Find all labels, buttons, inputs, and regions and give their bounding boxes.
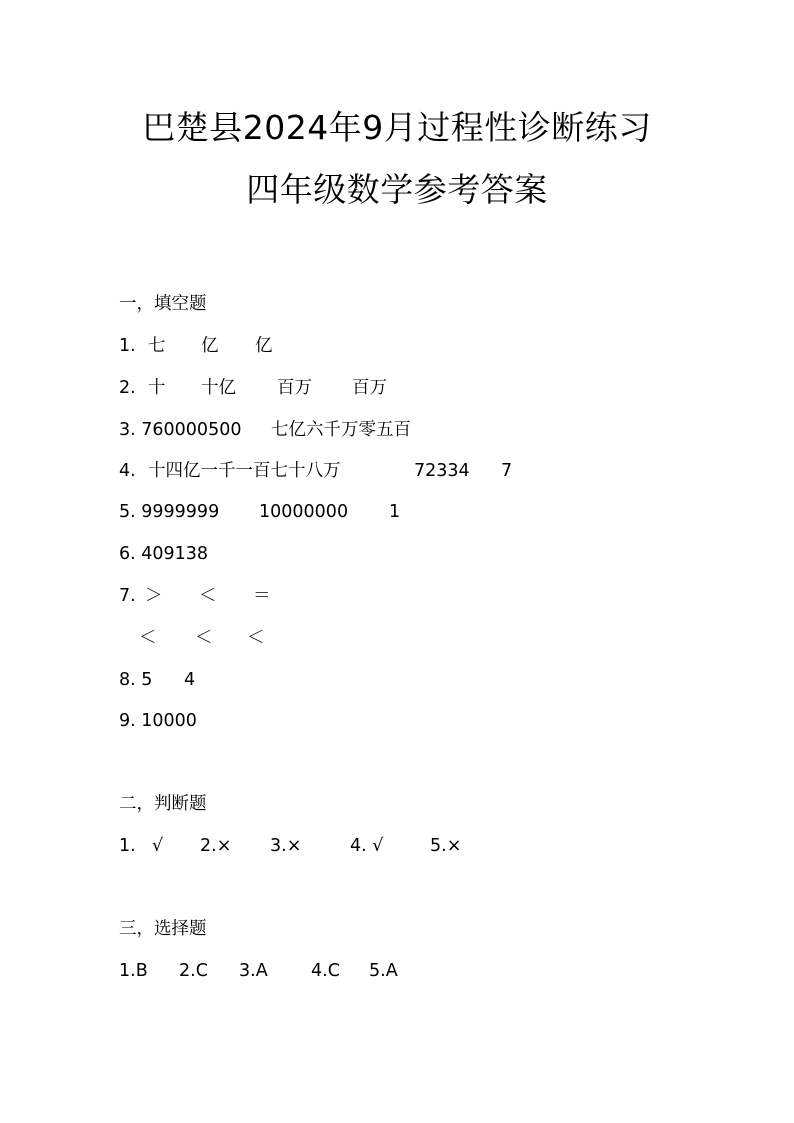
document-subtitle: 四年级数学参考答案 xyxy=(246,170,548,209)
answer-value: 8. 5 xyxy=(119,670,153,690)
answer-value: 亿 xyxy=(255,336,273,356)
answer-value: 3.A xyxy=(239,961,268,981)
answer-value: 十 xyxy=(148,378,166,398)
section-heading-fill-in: 一，填空题 xyxy=(119,294,207,314)
answer-value: 5.× xyxy=(430,836,462,856)
answer-value: 3. 760000500 xyxy=(119,420,242,440)
answer-value: ＜ xyxy=(139,628,157,648)
answer-value: ＝ xyxy=(253,586,271,606)
answer-value: 4. √ xyxy=(350,836,384,856)
answer-value: 7 xyxy=(501,461,513,481)
answer-value: 10000000 xyxy=(259,502,349,522)
answer-value: 6. 409138 xyxy=(119,544,209,564)
answer-value: 亿 xyxy=(201,336,219,356)
section-heading-multiple-choice: 三，选择题 xyxy=(119,919,207,939)
answer-value: 百万 xyxy=(352,378,387,398)
answer-value: 4 xyxy=(184,670,196,690)
document-title: 巴楚县2024年9月过程性诊断练习 xyxy=(142,108,652,147)
answer-value: 5.A xyxy=(369,961,398,981)
question-number: 2. xyxy=(119,378,136,398)
answer-value: ＜ xyxy=(195,628,213,648)
answer-value: 5. 9999999 xyxy=(119,502,220,522)
answer-value: 十四亿一千一百七十八万 xyxy=(148,461,341,481)
answer-value: 3.× xyxy=(270,836,302,856)
answer-value: ＜ xyxy=(199,586,217,606)
answer-value: ＜ xyxy=(247,628,265,648)
answer-value: √ xyxy=(152,836,164,856)
answer-value: 2.C xyxy=(179,961,208,981)
answer-value: 十亿 xyxy=(201,378,236,398)
question-number: 1. xyxy=(119,836,136,856)
answer-value: 1 xyxy=(389,502,401,522)
section-heading-true-false: 二，判断题 xyxy=(119,794,207,814)
answer-value: 七 xyxy=(148,336,166,356)
answer-value: 1.B xyxy=(119,961,148,981)
answer-value: 4.C xyxy=(311,961,340,981)
answer-value: 9. 10000 xyxy=(119,711,197,731)
question-number: 4. xyxy=(119,461,136,481)
question-number: 1. xyxy=(119,336,136,356)
answer-value: 2.× xyxy=(200,836,232,856)
answer-value: 七亿六千万零五百 xyxy=(271,420,411,440)
answer-value: 百万 xyxy=(277,378,312,398)
answer-value: ＞ xyxy=(145,586,163,606)
question-number: 7. xyxy=(119,586,136,606)
answer-value: 72334 xyxy=(414,461,470,481)
